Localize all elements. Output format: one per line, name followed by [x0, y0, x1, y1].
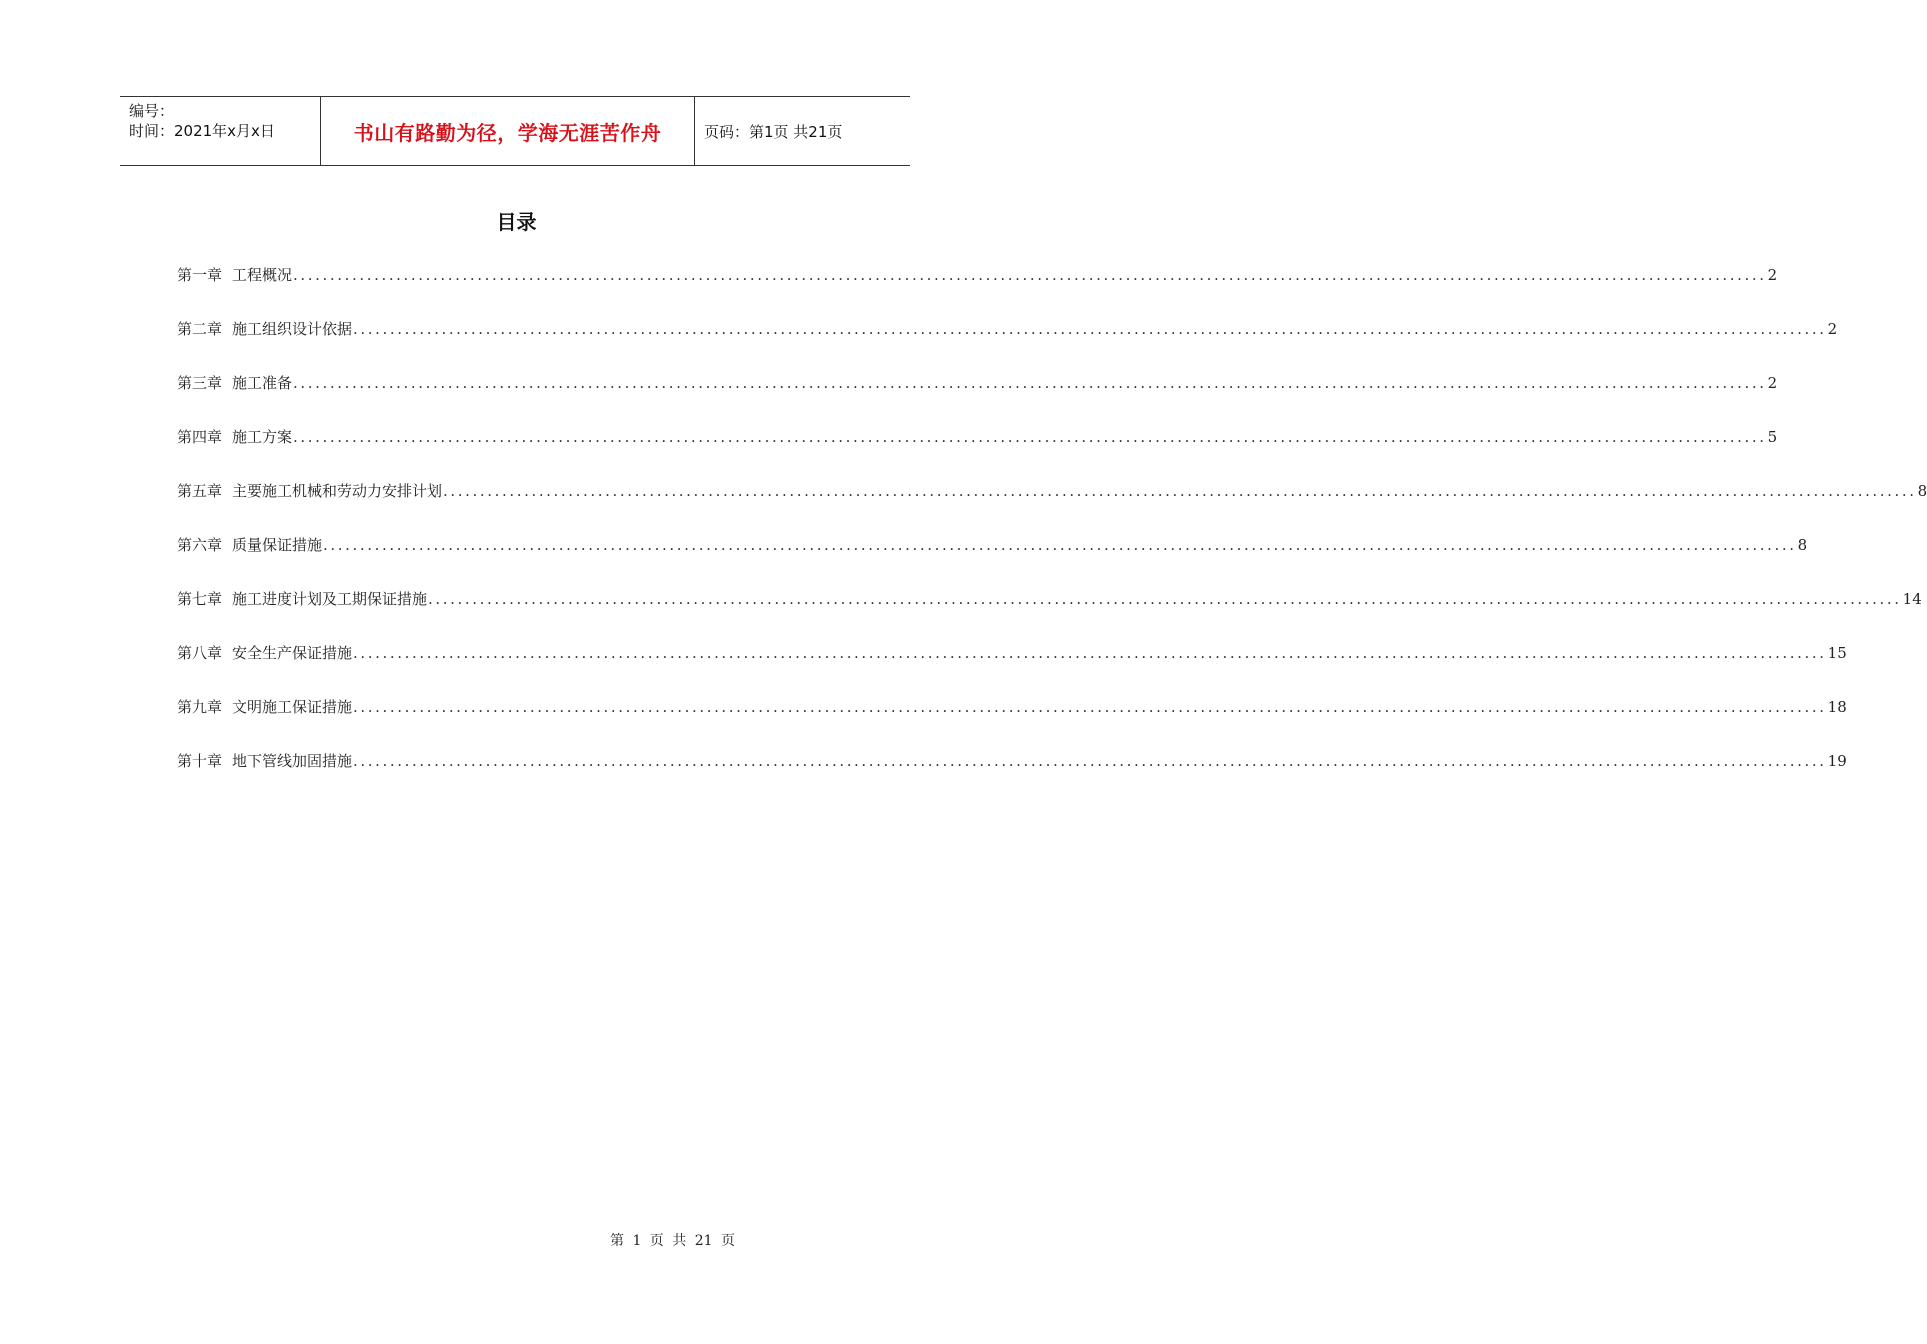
document-time-label: 时间：2021年x月x日 — [129, 122, 275, 140]
header-motto: 书山有路勤为径，学海无涯苦作舟 — [353, 120, 662, 145]
toc-chapter-number: 第六章 — [177, 536, 223, 554]
toc-page-number: 14 — [1902, 590, 1922, 608]
toc-item[interactable] — [177, 372, 1778, 426]
toc-chapter-title: 施工准备 — [232, 374, 293, 392]
toc-page-number: 8 — [1797, 536, 1808, 554]
toc-chapter-number: 第九章 — [177, 698, 223, 716]
toc-dot-leader: ........................................................................................................................................................................................................ — [353, 752, 1827, 770]
toc-dot-leader: ........................................................................................................................................................................................................ — [293, 428, 1767, 446]
toc-chapter-number: 第四章 — [177, 428, 223, 446]
toc-item[interactable] — [177, 696, 1847, 750]
toc-dot-leader: ........................................................................................................................................................................................................ — [293, 374, 1767, 392]
toc-title: 目录 — [496, 210, 537, 234]
toc-chapter-title: 文明施工保证措施 — [232, 698, 353, 716]
toc-chapter-number: 第一章 — [177, 266, 223, 284]
toc-chapter-title: 施工组织设计依据 — [232, 320, 353, 338]
toc-page-number: 19 — [1827, 752, 1847, 770]
header-meta-cell — [120, 97, 321, 165]
toc-chapter-number: 第十章 — [177, 752, 223, 770]
document-number-label: 编号： — [129, 102, 175, 120]
toc-item[interactable] — [177, 642, 1847, 696]
toc-chapter-number: 第二章 — [177, 320, 223, 338]
toc-chapter-number: 第三章 — [177, 374, 223, 392]
toc-chapter-title: 主要施工机械和劳动力安排计划 — [232, 482, 443, 500]
toc-chapter-title: 工程概况 — [232, 266, 293, 284]
toc-page-number: 2 — [1827, 320, 1838, 338]
toc-chapter-number: 第五章 — [177, 482, 223, 500]
header-page-cell — [695, 97, 910, 165]
toc-chapter-title: 安全生产保证措施 — [232, 644, 353, 662]
toc-dot-leader: ........................................................................................................................................................................................................ — [443, 482, 1917, 500]
header-motto-cell — [321, 97, 695, 165]
toc-dot-leader: ........................................................................................................................................................................................................ — [353, 698, 1827, 716]
toc-item[interactable] — [177, 750, 1847, 804]
toc-item[interactable] — [177, 318, 1838, 372]
toc-page-number: 5 — [1767, 428, 1778, 446]
toc-chapter-title: 质量保证措施 — [232, 536, 323, 554]
toc-item[interactable] — [177, 534, 1808, 588]
toc-page-number: 15 — [1827, 644, 1847, 662]
page-footer: 第 1 页 共 21 页 — [610, 1233, 735, 1249]
toc-page-number: 8 — [1917, 482, 1927, 500]
toc-page-number: 2 — [1767, 374, 1778, 392]
toc-item[interactable] — [177, 480, 1927, 534]
toc-item[interactable] — [177, 426, 1778, 480]
toc-chapter-number: 第八章 — [177, 644, 223, 662]
toc-chapter-title: 施工方案 — [232, 428, 293, 446]
toc-item[interactable] — [177, 264, 1778, 318]
toc-dot-leader: ........................................................................................................................................................................................................ — [428, 590, 1902, 608]
toc-dot-leader: ........................................................................................................................................................................................................ — [293, 266, 1767, 284]
toc-chapter-title: 地下管线加固措施 — [232, 752, 353, 770]
toc-chapter-number: 第七章 — [177, 590, 223, 608]
table-of-contents — [177, 264, 1927, 804]
toc-item[interactable] — [177, 588, 1922, 642]
toc-page-number: 2 — [1767, 266, 1778, 284]
toc-chapter-title: 施工进度计划及工期保证措施 — [232, 590, 428, 608]
toc-dot-leader: ........................................................................................................................................................................................................ — [323, 536, 1797, 554]
toc-page-number: 18 — [1827, 698, 1847, 716]
toc-dot-leader: ........................................................................................................................................................................................................ — [353, 644, 1827, 662]
toc-dot-leader: ........................................................................................................................................................................................................ — [353, 320, 1827, 338]
header-page-info: 页码：第1页 共21页 — [704, 122, 843, 141]
page-header — [120, 96, 910, 166]
